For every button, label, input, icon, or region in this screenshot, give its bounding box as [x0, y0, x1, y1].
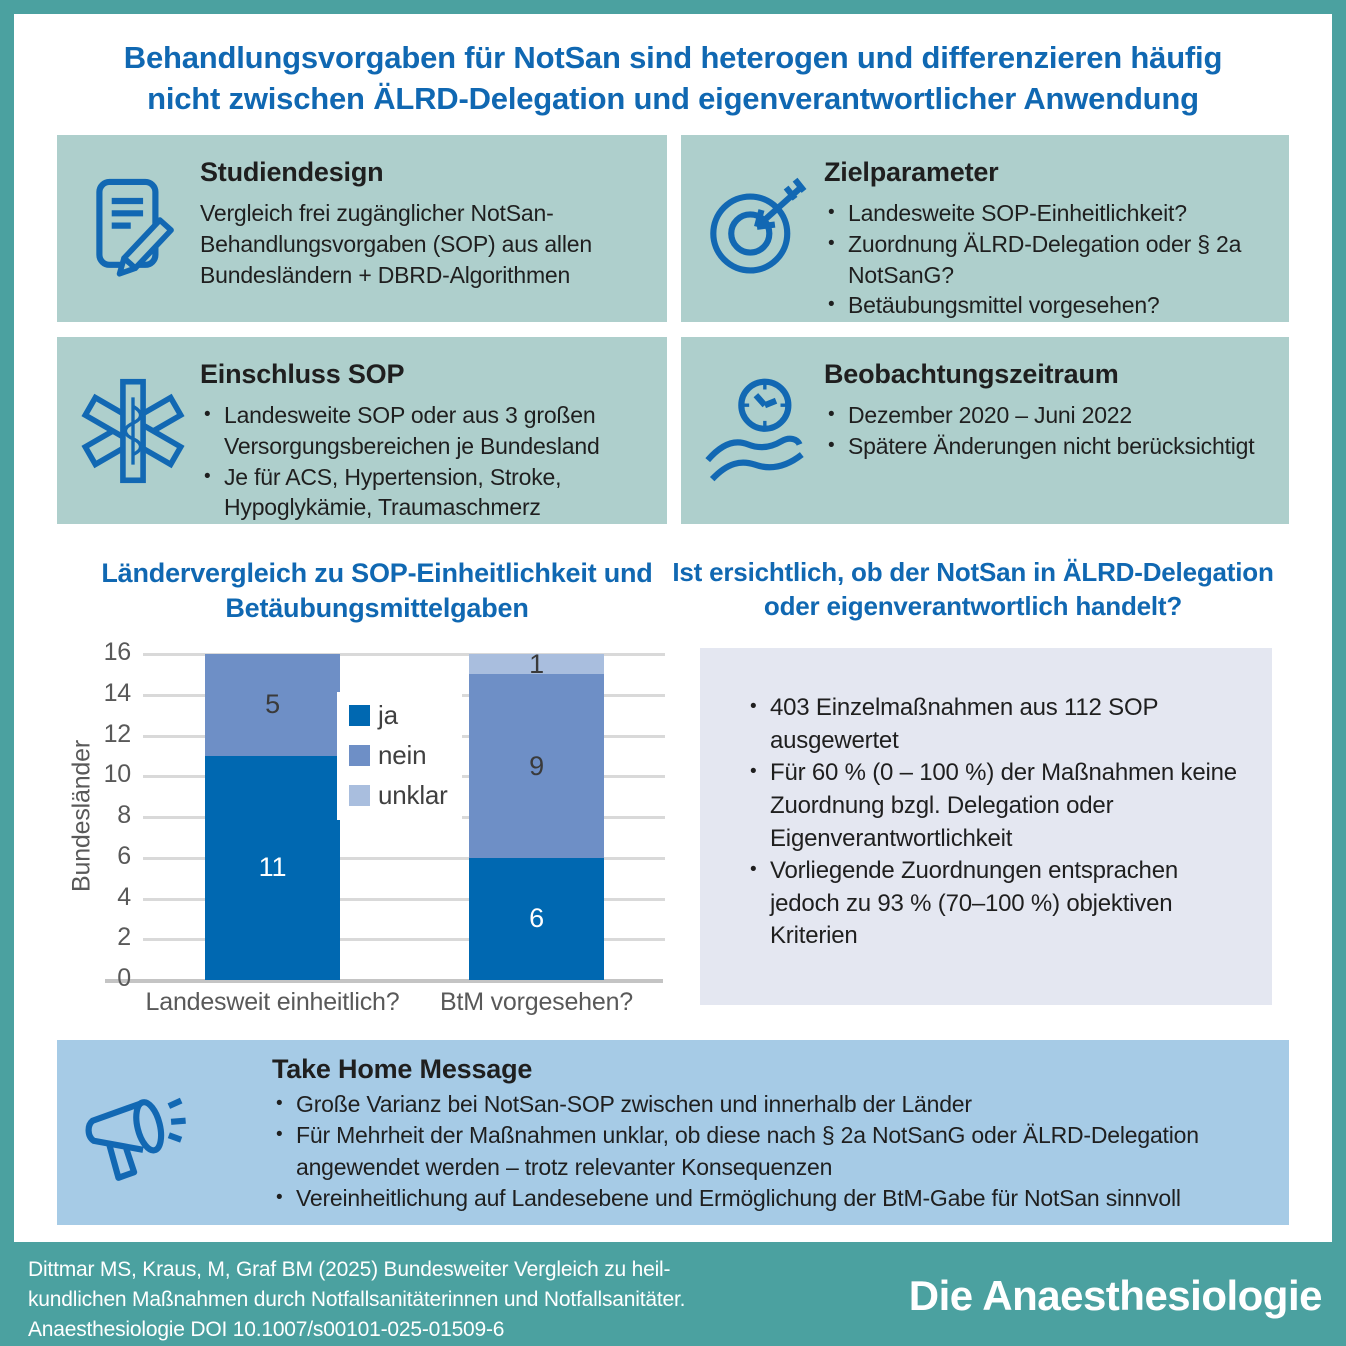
legend-item [349, 702, 448, 728]
box-title-zielparameter: Zielparameter [824, 157, 999, 187]
y-tick-label: 4 [117, 882, 131, 911]
legend-label: unklar [378, 780, 448, 810]
bar-segment-nein [205, 654, 340, 756]
box-bullets-einschluss-sop [200, 400, 651, 523]
box-text-studiendesign: Vergleich frei zugänglicher NotSan-Behandlungsvorgaben (SOP) aus allen Bundesländern + DBRD-Algorithmen [200, 200, 592, 288]
take-home-title: Take Home Message [272, 1054, 533, 1084]
legend-label: ja [378, 700, 398, 730]
megaphone-icon [77, 1077, 189, 1189]
y-tick-label: 8 [117, 801, 131, 830]
bullet-item: • Für Mehrheit der Maßnahmen unklar, ob diese nach § 2a NotSanG oder ÄLRD-Delegation angewendet werden – trotz relevanter Konsequenzen [272, 1120, 1259, 1183]
bar-value-label: 9 [529, 750, 544, 781]
legend-swatch [349, 705, 370, 726]
legend-item [349, 782, 448, 808]
bar-value-label: 11 [258, 852, 287, 883]
box-title-beobachtungszeitraum: Beobachtungszeitraum [824, 359, 1119, 389]
bullet-item: • Dezember 2020 – Juni 2022 [824, 400, 1273, 431]
target-arrow-icon [701, 173, 813, 285]
citation-line2: kundlichen Maßnahmen durch Notfallsanitäterinnen und Notfallsanitäter. [28, 1288, 686, 1312]
stacked-bar-chart [103, 638, 663, 1016]
clock-hand-icon [701, 375, 813, 487]
legend-item [349, 742, 448, 768]
citation-line1: Dittmar MS, Kraus, M, Graf BM (2025) Bundesweiter Vergleich zu heil- [28, 1258, 671, 1281]
citation [28, 1255, 685, 1346]
box-title-studiendesign: Studiendesign [200, 157, 384, 187]
bullet-item: • Landesweite SOP oder aus 3 großen Versorgungsbereichen je Bundesland [200, 400, 651, 462]
journal-logo: Die Anaesthesiologie [908, 1272, 1322, 1319]
bar-segment-ja [469, 858, 604, 980]
page-title-line1: Behandlungsvorgaben für NotSan sind heterogen und differenzieren häufig [123, 40, 1223, 75]
info-box-zielparameter [681, 135, 1289, 322]
citation-line3: Anaesthesiologie DOI 10.1007/s00101-025-01509-6 [28, 1318, 505, 1342]
bar-value-label: 1 [529, 648, 544, 679]
bullet-item: • Große Varianz bei NotSan-SOP zwischen und innerhalb der Länder [272, 1089, 1259, 1120]
info-box-studiendesign [57, 135, 667, 322]
chart-section-title: Ländervergleich zu SOP-Einheitlichkeit und Betäubungsmittelgaben [101, 558, 653, 624]
bar-segment-ja [205, 756, 340, 980]
info-box-einschluss-sop [57, 337, 667, 524]
y-tick-label: 6 [117, 841, 131, 870]
page-title [53, 38, 1293, 120]
bullet-item: • 403 Einzelmaßnahmen aus 112 SOP ausgewertet [746, 692, 1242, 757]
bullet-item: • Je für ACS, Hypertension, Stroke, Hypoglykämie, Traumaschmerz [200, 462, 651, 524]
y-tick-label: 14 [103, 678, 131, 707]
box-title-einschluss-sop: Einschluss SOP [200, 359, 405, 389]
star-of-life-icon [77, 375, 189, 487]
bar-value-label: 5 [265, 689, 280, 720]
chart-legend [337, 692, 462, 820]
page-title-line2: nicht zwischen ÄLRD-Delegation und eigenverantwortlicher Anwendung [147, 80, 1199, 116]
x-category-label: BtM vorgesehen? [440, 988, 633, 1016]
question-bullets [746, 692, 1242, 953]
y-tick-label: 10 [103, 760, 131, 789]
bullet-item: • Zuordnung ÄLRD-Delegation oder § 2a NotSanG? [824, 229, 1273, 291]
box-bullets-zielparameter [824, 198, 1273, 321]
bar-value-label: 6 [529, 903, 544, 934]
y-axis-label: Bundesländer [67, 740, 96, 892]
footer-bar [0, 1242, 1346, 1346]
bar-segment-unklar [469, 648, 604, 679]
legend-label: nein [378, 740, 427, 770]
bullet-item: • Landesweite SOP-Einheitlichkeit? [824, 198, 1273, 229]
bullet-item: • Spätere Änderungen nicht berücksichtigt [824, 431, 1273, 462]
x-category-label: Landesweit einheitlich? [145, 988, 400, 1016]
bullet-item: • Vorliegende Zuordnungen entsprachen jedoch zu 93 % (70–100 %) objektiven Kriterien [746, 855, 1242, 953]
bullet-item: • Für 60 % (0 – 100 %) der Maßnahmen keine Zuordnung bzgl. Delegation oder Eigenverantwortlichkeit [746, 757, 1242, 855]
y-tick-label: 2 [117, 923, 131, 952]
document-pencil-icon [77, 173, 189, 285]
y-tick-label: 12 [103, 719, 131, 748]
legend-swatch [349, 785, 370, 806]
y-tick-label: 16 [103, 638, 131, 667]
bullet-item: • Betäubungsmittel vorgesehen? [824, 290, 1273, 321]
question-result-box [700, 648, 1272, 1005]
legend-swatch [349, 745, 370, 766]
info-box-beobachtungszeitraum [681, 337, 1289, 524]
take-home-bullets [272, 1089, 1259, 1214]
bullet-item: • Vereinheitlichung auf Landesebene und Ermöglichung der BtM-Gabe für NotSan sinnvoll [272, 1183, 1259, 1214]
y-tick-label: 0 [117, 964, 131, 993]
box-bullets-beobachtungszeitraum [824, 400, 1273, 462]
question-section-title: Ist ersichtlich, ob der NotSan in ÄLRD-Delegation oder eigenverantwortlich handelt? [672, 557, 1274, 621]
bar-segment-nein [469, 674, 604, 857]
take-home-box [57, 1040, 1289, 1225]
